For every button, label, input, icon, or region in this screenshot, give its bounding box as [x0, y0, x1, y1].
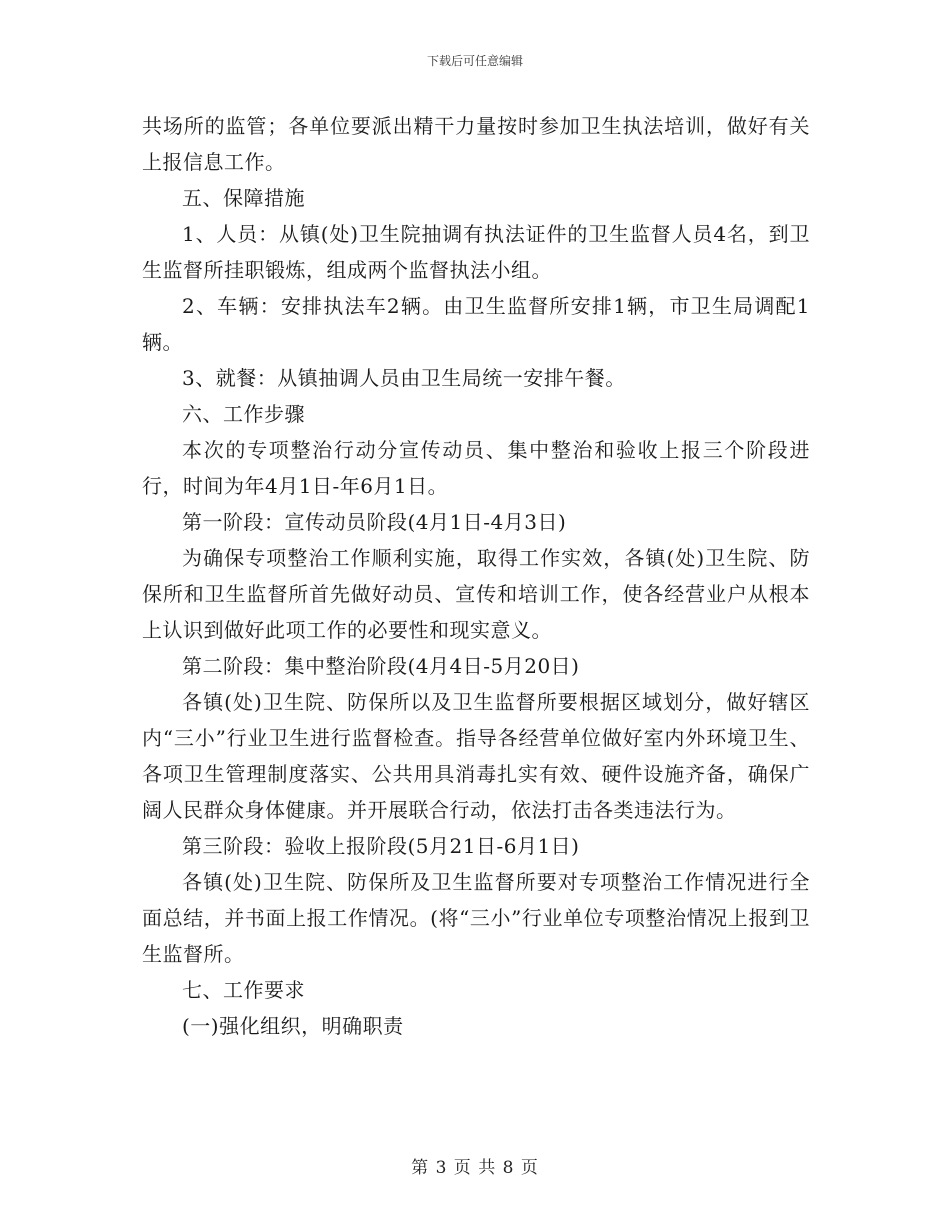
paragraph: 1、人员：从镇(处)卫生院抽调有执法证件的卫生监督人员4名，到卫生监督所挂职锻炼，组成两个监督执法小组。 — [142, 222, 810, 282]
paragraph: 各镇(处)卫生院、防保所及卫生监督所要对专项整治工作情况进行全面总结，并书面上报工作情况。(将“三小”行业单位专项整治情况上报到卫生监督所。 — [142, 870, 810, 966]
paragraph: 3、就餐：从镇抽调人员由卫生局统一安排午餐。 — [182, 366, 626, 390]
paragraph: 共场所的监管；各单位要派出精干力量按时参加卫生执法培训，做好有关上报信息工作。 — [142, 114, 810, 174]
section-heading: 六、工作步骤 — [182, 402, 305, 426]
page-header: 下载后可任意编辑 — [426, 54, 523, 68]
paragraph: 2、车辆：安排执法车2辆。由卫生监督所安排1辆，市卫生局调配1辆。 — [142, 294, 810, 354]
stage-heading: 第一阶段：宣传动员阶段(4月1日-4月3日) — [182, 510, 567, 534]
document-body — [142, 108, 810, 1044]
stage-heading: 第三阶段：验收上报阶段(5月21日-6月1日) — [182, 834, 580, 858]
section-heading: 五、保障措施 — [182, 186, 305, 210]
paragraph: 本次的专项整治行动分宣传动员、集中整治和验收上报三个阶段进行，时间为年4月1日-年6月1日。 — [142, 438, 810, 498]
subsection-heading: (一)强化组织，明确职责 — [182, 1014, 404, 1038]
stage-heading: 第二阶段：集中整治阶段(4月4日-5月20日) — [182, 654, 580, 678]
paragraph: 为确保专项整治工作顺利实施，取得工作实效，各镇(处)卫生院、防保所和卫生监督所首先做好动员、宣传和培训工作，使各经营业户从根本上认识到做好此项工作的必要性和现实意义。 — [142, 546, 810, 642]
section-heading: 七、工作要求 — [182, 978, 305, 1002]
paragraph: 各镇(处)卫生院、防保所以及卫生监督所要根据区域划分，做好辖区内“三小”行业卫生进行监督检查。指导各经营单位做好室内外环境卫生、各项卫生管理制度落实、公共用具消毒扎实有效、硬件设施齐备，确保广阔人民群众身体健康。并开展联合行动，依法打击各类违法行为。 — [142, 690, 810, 822]
page-number: 第 3 页 共 8 页 — [411, 1158, 539, 1178]
